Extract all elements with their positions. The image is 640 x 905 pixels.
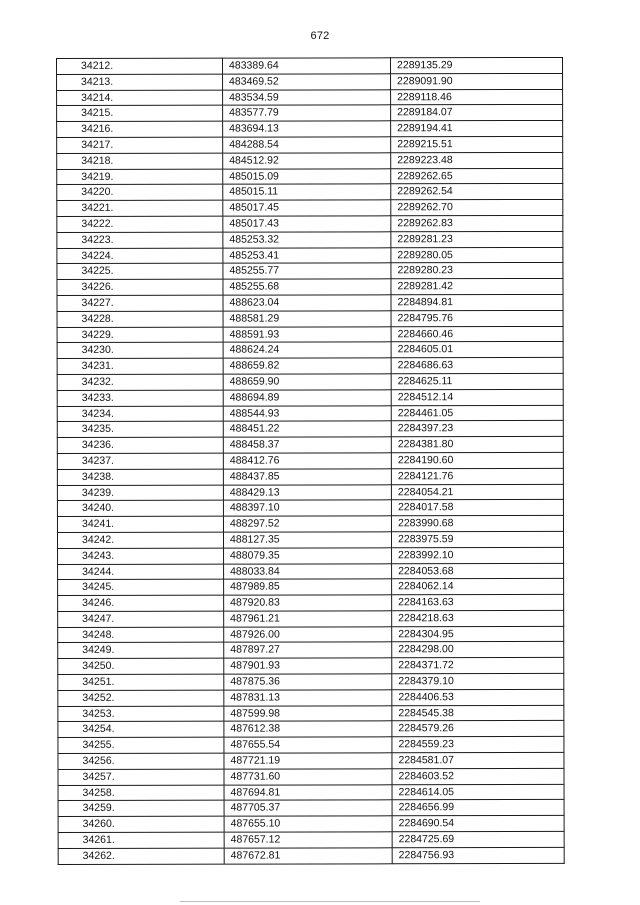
table-row xyxy=(57,121,563,138)
table-row xyxy=(58,658,564,675)
x-coordinate-cell: 485015.11 xyxy=(223,184,391,200)
table-row xyxy=(58,610,564,627)
y-coordinate-cell: 2289215.51 xyxy=(391,136,563,152)
y-coordinate-cell: 2289223.48 xyxy=(391,152,563,168)
point-number-cell: 34212. xyxy=(57,58,223,74)
x-coordinate-cell: 488544.93 xyxy=(223,405,391,421)
table-row xyxy=(57,57,563,74)
x-coordinate-cell: 485255.77 xyxy=(223,263,391,279)
point-number-cell: 34247. xyxy=(58,611,224,627)
table-row xyxy=(58,579,564,596)
y-coordinate-cell: 2289280.05 xyxy=(391,247,563,263)
point-number-cell: 34238. xyxy=(57,469,223,485)
y-coordinate-cell: 2284017.58 xyxy=(391,500,563,516)
y-coordinate-cell: 2289091.90 xyxy=(391,73,563,89)
y-coordinate-cell: 2284054.21 xyxy=(391,484,563,500)
table-row xyxy=(58,784,564,801)
point-number-cell: 34236. xyxy=(57,437,223,453)
table-row xyxy=(57,168,563,185)
point-number-cell: 34229. xyxy=(57,327,223,343)
point-number-cell: 34220. xyxy=(57,185,223,201)
y-coordinate-cell: 2284304.95 xyxy=(392,626,564,642)
point-number-cell: 34246. xyxy=(58,595,224,611)
table-row xyxy=(57,484,563,501)
y-coordinate-cell: 2284686.63 xyxy=(391,358,563,374)
coordinates-table xyxy=(56,57,565,865)
point-number-cell: 34234. xyxy=(57,406,223,422)
y-coordinate-cell: 2289262.65 xyxy=(391,168,563,184)
y-coordinate-cell: 2284062.14 xyxy=(392,579,564,595)
y-coordinate-cell: 2284656.99 xyxy=(392,800,564,816)
table-row xyxy=(57,342,563,359)
point-number-cell: 34230. xyxy=(57,342,223,358)
y-coordinate-cell: 2284371.72 xyxy=(392,658,564,674)
x-coordinate-cell: 487655.54 xyxy=(224,737,392,753)
point-number-cell: 34256. xyxy=(58,753,224,769)
x-coordinate-cell: 487657.12 xyxy=(224,832,392,848)
table-row xyxy=(57,215,563,232)
x-coordinate-cell: 483469.52 xyxy=(223,74,391,90)
y-coordinate-cell: 2284725.69 xyxy=(392,831,564,847)
table-row xyxy=(57,89,563,106)
point-number-cell: 34251. xyxy=(58,674,224,690)
point-number-cell: 34221. xyxy=(57,200,223,216)
x-coordinate-cell: 488127.35 xyxy=(223,532,391,548)
point-number-cell: 34217. xyxy=(57,137,223,153)
x-coordinate-cell: 483694.13 xyxy=(223,121,391,137)
point-number-cell: 34242. xyxy=(57,532,223,548)
y-coordinate-cell: 2284121.76 xyxy=(391,468,563,484)
x-coordinate-cell: 488659.90 xyxy=(223,374,391,390)
page-number: 672 xyxy=(310,30,330,42)
table-row xyxy=(57,279,563,296)
point-number-cell: 34237. xyxy=(57,453,223,469)
x-coordinate-cell: 487672.81 xyxy=(224,848,392,864)
table-row xyxy=(57,421,563,438)
x-coordinate-cell: 485017.45 xyxy=(223,200,391,216)
point-number-cell: 34240. xyxy=(57,500,223,516)
table-row xyxy=(58,705,564,722)
y-coordinate-cell: 2289194.41 xyxy=(391,121,563,137)
table-row xyxy=(58,626,564,643)
y-coordinate-cell: 2283990.68 xyxy=(391,516,563,532)
point-number-cell: 34215. xyxy=(57,106,223,122)
x-coordinate-cell: 487875.36 xyxy=(224,674,392,690)
point-number-cell: 34252. xyxy=(58,690,224,706)
table-row xyxy=(58,689,564,706)
page-bottom-rule xyxy=(180,901,480,902)
point-number-cell: 34228. xyxy=(57,311,223,327)
table-row xyxy=(58,753,564,770)
y-coordinate-cell: 2284381.80 xyxy=(391,437,563,453)
table-row xyxy=(58,563,564,580)
table-row xyxy=(58,721,564,738)
table-row xyxy=(58,642,564,659)
x-coordinate-cell: 488033.84 xyxy=(224,563,392,579)
table-row xyxy=(57,531,563,548)
point-number-cell: 34253. xyxy=(58,706,224,722)
table-row xyxy=(57,437,563,454)
y-coordinate-cell: 2284756.93 xyxy=(392,847,564,863)
table-row xyxy=(58,674,564,691)
y-coordinate-cell: 2284379.10 xyxy=(392,674,564,690)
table-row xyxy=(58,847,564,864)
table-row xyxy=(57,452,563,469)
point-number-cell: 34258. xyxy=(58,785,224,801)
x-coordinate-cell: 488623.04 xyxy=(223,295,391,311)
point-number-cell: 34260. xyxy=(58,816,224,832)
x-coordinate-cell: 487897.27 xyxy=(224,642,392,658)
point-number-cell: 34222. xyxy=(57,216,223,232)
point-number-cell: 34227. xyxy=(57,295,223,311)
x-coordinate-cell: 487612.38 xyxy=(224,721,392,737)
table-row xyxy=(57,373,563,390)
y-coordinate-cell: 2284053.68 xyxy=(392,563,564,579)
table-row xyxy=(58,831,564,848)
x-coordinate-cell: 483577.79 xyxy=(223,105,391,121)
point-number-cell: 34245. xyxy=(58,579,224,595)
table-row xyxy=(57,326,563,343)
x-coordinate-cell: 488581.29 xyxy=(223,311,391,327)
point-number-cell: 34219. xyxy=(57,169,223,185)
table-row xyxy=(57,500,563,517)
point-number-cell: 34224. xyxy=(57,248,223,264)
x-coordinate-cell: 487694.81 xyxy=(224,784,392,800)
table-row xyxy=(57,294,563,311)
point-number-cell: 34249. xyxy=(58,643,224,659)
x-coordinate-cell: 488429.13 xyxy=(223,484,391,500)
y-coordinate-cell: 2283975.59 xyxy=(391,531,563,547)
x-coordinate-cell: 485017.43 xyxy=(223,216,391,232)
x-coordinate-cell: 488451.22 xyxy=(223,421,391,437)
point-number-cell: 34261. xyxy=(58,832,224,848)
y-coordinate-cell: 2284406.53 xyxy=(392,689,564,705)
y-coordinate-cell: 2284512.14 xyxy=(391,389,563,405)
x-coordinate-cell: 488079.35 xyxy=(224,548,392,564)
x-coordinate-cell: 488458.37 xyxy=(223,437,391,453)
x-coordinate-cell: 487721.19 xyxy=(224,753,392,769)
table-row xyxy=(57,516,563,533)
x-coordinate-cell: 485253.41 xyxy=(223,247,391,263)
x-coordinate-cell: 485253.32 xyxy=(223,232,391,248)
x-coordinate-cell: 488412.76 xyxy=(223,453,391,469)
y-coordinate-cell: 2283992.10 xyxy=(392,547,564,563)
y-coordinate-cell: 2289262.70 xyxy=(391,200,563,216)
x-coordinate-cell: 487961.21 xyxy=(224,611,392,627)
y-coordinate-cell: 2284190.60 xyxy=(391,452,563,468)
y-coordinate-cell: 2284163.63 xyxy=(392,595,564,611)
table-row xyxy=(57,247,563,264)
y-coordinate-cell: 2284397.23 xyxy=(391,421,563,437)
y-coordinate-cell: 2284625.11 xyxy=(391,373,563,389)
x-coordinate-cell: 487655.10 xyxy=(224,816,392,832)
point-number-cell: 34244. xyxy=(58,564,224,580)
table-row xyxy=(57,73,563,90)
x-coordinate-cell: 483389.64 xyxy=(223,58,391,74)
y-coordinate-cell: 2289281.23 xyxy=(391,231,563,247)
x-coordinate-cell: 488591.93 xyxy=(223,326,391,342)
table-row xyxy=(58,816,564,833)
point-number-cell: 34233. xyxy=(57,390,223,406)
y-coordinate-cell: 2284559.23 xyxy=(392,737,564,753)
point-number-cell: 34259. xyxy=(58,801,224,817)
y-coordinate-cell: 2284545.38 xyxy=(392,705,564,721)
table-row xyxy=(58,595,564,612)
table-row xyxy=(57,200,563,217)
table-row xyxy=(57,105,563,122)
x-coordinate-cell: 488437.85 xyxy=(223,469,391,485)
y-coordinate-cell: 2289118.46 xyxy=(391,89,563,105)
table-row xyxy=(57,152,563,169)
table-row xyxy=(57,468,563,485)
x-coordinate-cell: 487901.93 xyxy=(224,658,392,674)
point-number-cell: 34248. xyxy=(58,627,224,643)
point-number-cell: 34216. xyxy=(57,121,223,137)
y-coordinate-cell: 2284461.05 xyxy=(391,405,563,421)
coordinates-table-body xyxy=(57,57,565,864)
y-coordinate-cell: 2289280.23 xyxy=(391,263,563,279)
y-coordinate-cell: 2289135.29 xyxy=(391,57,563,73)
point-number-cell: 34241. xyxy=(57,516,223,532)
point-number-cell: 34235. xyxy=(57,421,223,437)
table-row xyxy=(57,184,563,201)
table-row xyxy=(58,800,564,817)
point-number-cell: 34262. xyxy=(58,848,224,864)
table-row xyxy=(58,737,564,754)
x-coordinate-cell: 485255.68 xyxy=(223,279,391,295)
point-number-cell: 34225. xyxy=(57,264,223,280)
x-coordinate-cell: 487831.13 xyxy=(224,690,392,706)
table-row xyxy=(57,358,563,375)
table-row xyxy=(57,136,563,153)
y-coordinate-cell: 2284894.81 xyxy=(391,294,563,310)
y-coordinate-cell: 2284614.05 xyxy=(392,784,564,800)
x-coordinate-cell: 487920.83 xyxy=(224,595,392,611)
point-number-cell: 34232. xyxy=(57,374,223,390)
y-coordinate-cell: 2289262.83 xyxy=(391,215,563,231)
point-number-cell: 34243. xyxy=(58,548,224,564)
x-coordinate-cell: 487731.60 xyxy=(224,769,392,785)
x-coordinate-cell: 487705.37 xyxy=(224,800,392,816)
y-coordinate-cell: 2284603.52 xyxy=(392,768,564,784)
y-coordinate-cell: 2284218.63 xyxy=(392,610,564,626)
x-coordinate-cell: 484512.92 xyxy=(223,153,391,169)
point-number-cell: 34213. xyxy=(57,74,223,90)
point-number-cell: 34218. xyxy=(57,153,223,169)
point-number-cell: 34214. xyxy=(57,90,223,106)
x-coordinate-cell: 488397.10 xyxy=(223,500,391,516)
table-row xyxy=(57,263,563,280)
y-coordinate-cell: 2284605.01 xyxy=(391,342,563,358)
table-row xyxy=(57,405,563,422)
point-number-cell: 34255. xyxy=(58,737,224,753)
point-number-cell: 34239. xyxy=(57,485,223,501)
x-coordinate-cell: 488694.89 xyxy=(223,390,391,406)
point-number-cell: 34250. xyxy=(58,658,224,674)
y-coordinate-cell: 2284579.26 xyxy=(392,721,564,737)
point-number-cell: 34223. xyxy=(57,232,223,248)
y-coordinate-cell: 2289281.42 xyxy=(391,279,563,295)
y-coordinate-cell: 2284660.46 xyxy=(391,326,563,342)
table-row xyxy=(58,547,564,564)
point-number-cell: 34257. xyxy=(58,769,224,785)
table-row xyxy=(57,231,563,248)
point-number-cell: 34226. xyxy=(57,279,223,295)
y-coordinate-cell: 2284690.54 xyxy=(392,816,564,832)
x-coordinate-cell: 483534.59 xyxy=(223,89,391,105)
x-coordinate-cell: 487599.98 xyxy=(224,705,392,721)
x-coordinate-cell: 488624.24 xyxy=(223,342,391,358)
x-coordinate-cell: 484288.54 xyxy=(223,137,391,153)
table-row xyxy=(57,389,563,406)
y-coordinate-cell: 2289184.07 xyxy=(391,105,563,121)
x-coordinate-cell: 485015.09 xyxy=(223,168,391,184)
y-coordinate-cell: 2289262.54 xyxy=(391,184,563,200)
y-coordinate-cell: 2284581.07 xyxy=(392,753,564,769)
x-coordinate-cell: 488297.52 xyxy=(223,516,391,532)
table-row xyxy=(57,310,563,327)
table-row xyxy=(58,768,564,785)
x-coordinate-cell: 488659.82 xyxy=(223,358,391,374)
y-coordinate-cell: 2284298.00 xyxy=(392,642,564,658)
point-number-cell: 34254. xyxy=(58,722,224,738)
point-number-cell: 34231. xyxy=(57,358,223,374)
x-coordinate-cell: 487989.85 xyxy=(224,579,392,595)
x-coordinate-cell: 487926.00 xyxy=(224,626,392,642)
y-coordinate-cell: 2284795.76 xyxy=(391,310,563,326)
